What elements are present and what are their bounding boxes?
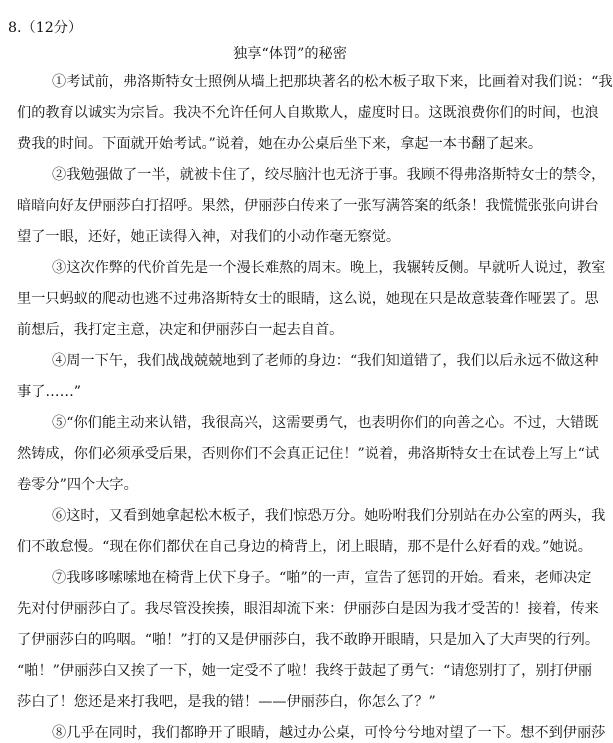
paragraph-1-line-3: 费我的时间。下面就开始考试。”说着，她在办公桌后坐下来，拿起一本书翻了起来。 [17, 136, 543, 152]
article-title: 独享“体罚”的秘密 [233, 46, 347, 62]
paragraph-7-line-5: 莎白了！您还是来打我吧，是我的错！——伊丽莎白，你怎么了？” [17, 694, 436, 710]
paragraph-7-line-1: ⑦我哆哆嗦嗦地在椅背上伏下身子。“啪”的一声，宣告了惩罚的开始。看来，老师决定 [52, 570, 592, 586]
paragraph-2-line-3: 望了一眼，还好，她正读得入神，对我们的小动作毫无察觉。 [17, 229, 401, 245]
paragraph-5-line-3: 卷零分”四个大字。 [17, 477, 138, 493]
question-number: 8.（12分） [8, 20, 83, 36]
paragraph-7-line-4: “啪！”伊丽莎白又挨了一下，她一定受不了啦！我终于鼓起了勇气：“请您别打了，别打伊丽 [17, 663, 593, 679]
paragraph-1-line-2: 们的教育以诚实为宗旨。我决不允许任何人自欺欺人，虚度时日。这既浪费你们的时间，也浪 [17, 105, 599, 121]
paragraph-7-line-3: 了伊丽莎白的呜咽。“啪！”打的又是伊丽莎白，我不敢睁开眼睛，只是加入了大声哭的行列。 [17, 632, 600, 648]
paragraph-2-line-1: ②我勉强做了一半，就被卡住了，绞尽脑汁也无济于事。我顾不得弗洛斯特女士的禁令， [52, 167, 606, 183]
paragraph-4-line-1: ④周一下午，我们战战兢兢地到了老师的身边：“我们知道错了，我们以后永远不做这种 [52, 353, 599, 369]
paragraph-6-line-1: ⑥这时，又看到她拿起松木板子，我们惊恐万分。她吩咐我们分别站在办公室的两头，我 [52, 508, 606, 524]
paragraph-3-line-2: 里一只蚂蚁的爬动也逃不过弗洛斯特女士的眼睛，这么说，她现在只是故意装聋作哑罢了。思 [17, 291, 599, 307]
paragraph-8-line-1: ⑧几乎在同时，我们都睁开了眼睛，越过办公桌，可怜兮兮地对望了一下。想不到伊丽莎 [52, 725, 606, 741]
paragraph-3-line-1: ③这次作弊的代价首先是一个漫长难熬的周末。晚上，我辗转反侧。早就听人说过，教室 [52, 260, 606, 276]
paragraph-5-line-2: 然铸成，你们必须承受后果，否则你们不会真正记住！”说着，弗洛斯特女士在试卷上写上“试 [17, 446, 600, 462]
paragraph-4-line-2: 事了……” [17, 384, 82, 400]
paragraph-5-line-1: ⑤“你们能主动来认错，我很高兴，这需要勇气，也表明你们的向善之心。不过，大错既 [52, 415, 599, 431]
paragraph-6-line-2: 们不敢怠慢。“现在你们都伏在自己身边的椅背上，闭上眼睛，那不是什么好看的戏。”她说。 [17, 539, 592, 555]
paragraph-7-line-2: 先对付伊丽莎白了。我尽管没挨揍，眼泪却流下来：伊丽莎白是因为我才受苦的！接着，传来 [17, 601, 599, 617]
paragraph-1-line-1: ①考试前，弗洛斯特女士照例从墙上把那块著名的松木板子取下来，比画着对我们说：“我 [52, 74, 613, 90]
paragraph-3-line-3: 前想后，我打定主意，决定和伊丽莎白一起去自首。 [17, 322, 344, 338]
paragraph-2-line-2: 暗暗向好友伊丽莎白打招呼。果然，伊丽莎白传来了一张写满答案的纸条！我慌慌张张向讲台 [17, 198, 599, 214]
